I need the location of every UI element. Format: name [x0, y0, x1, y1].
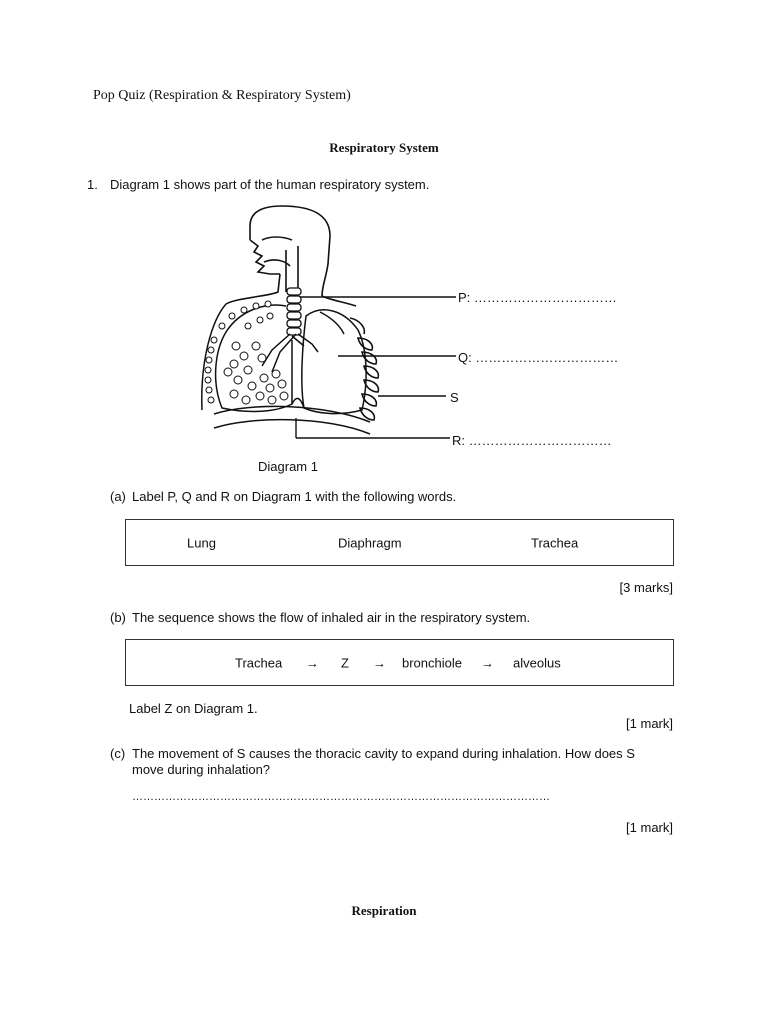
arrow-icon: → — [481, 655, 494, 670]
part-c-text-line1: The movement of S causes the thoracic cavity to expand during inhalation. How does S — [132, 746, 635, 761]
part-c-letter: (c) — [110, 746, 126, 761]
ribs-left — [205, 301, 273, 403]
part-a-marks: [3 marks] — [619, 580, 673, 595]
section-heading-respiratory-system: Respiratory System — [329, 140, 439, 155]
word-lung: Lung — [187, 535, 216, 550]
part-c-text-line2: move during inhalation? — [132, 762, 271, 777]
word-trachea: Trachea — [531, 535, 579, 550]
part-c-marks: [1 mark] — [626, 820, 673, 835]
label-s: S — [450, 390, 459, 405]
part-b-instruction: Label Z on Diagram 1. — [129, 701, 258, 716]
ribs-right — [350, 318, 378, 420]
arrow-icon: → — [306, 655, 319, 670]
part-b-text: The sequence shows the flow of inhaled air in the respiratory system. — [132, 610, 531, 625]
question-stem: Diagram 1 shows part of the human respiratory system. — [110, 177, 430, 192]
alveoli — [224, 342, 288, 404]
trachea — [287, 288, 301, 335]
label-q: Q: …………………………… — [458, 350, 619, 365]
word-bank-box — [125, 519, 674, 566]
label-r: R: …………………………… — [452, 433, 612, 448]
part-b-marks: [1 mark] — [626, 716, 673, 731]
label-p: P: …………………………… — [458, 290, 617, 305]
sequence-z: Z — [341, 655, 349, 670]
diagram-caption: Diagram 1 — [258, 459, 318, 474]
question-number: 1. — [87, 177, 98, 192]
section-heading-respiration: Respiration — [351, 903, 417, 918]
page-title: Pop Quiz (Respiration & Respiratory System) — [93, 88, 351, 103]
head-outline — [250, 206, 330, 296]
answer-line[interactable]: …………………………………………………………………………………………………… — [132, 791, 550, 803]
sequence-trachea: Trachea — [235, 655, 283, 670]
sequence-alveolus: alveolus — [513, 655, 561, 670]
part-a-letter: (a) — [110, 489, 126, 504]
part-b-letter: (b) — [110, 610, 126, 625]
face-profile — [250, 240, 280, 274]
part-a-text: Label P, Q and R on Diagram 1 with the following words. — [132, 489, 457, 504]
sequence-box — [125, 639, 674, 686]
sequence-bronchiole: bronchiole — [402, 655, 462, 670]
respiratory-system-diagram — [0, 0, 768, 470]
right-lung — [302, 310, 366, 414]
arrow-icon: → — [373, 655, 386, 670]
word-diaphragm: Diaphragm — [338, 535, 402, 550]
